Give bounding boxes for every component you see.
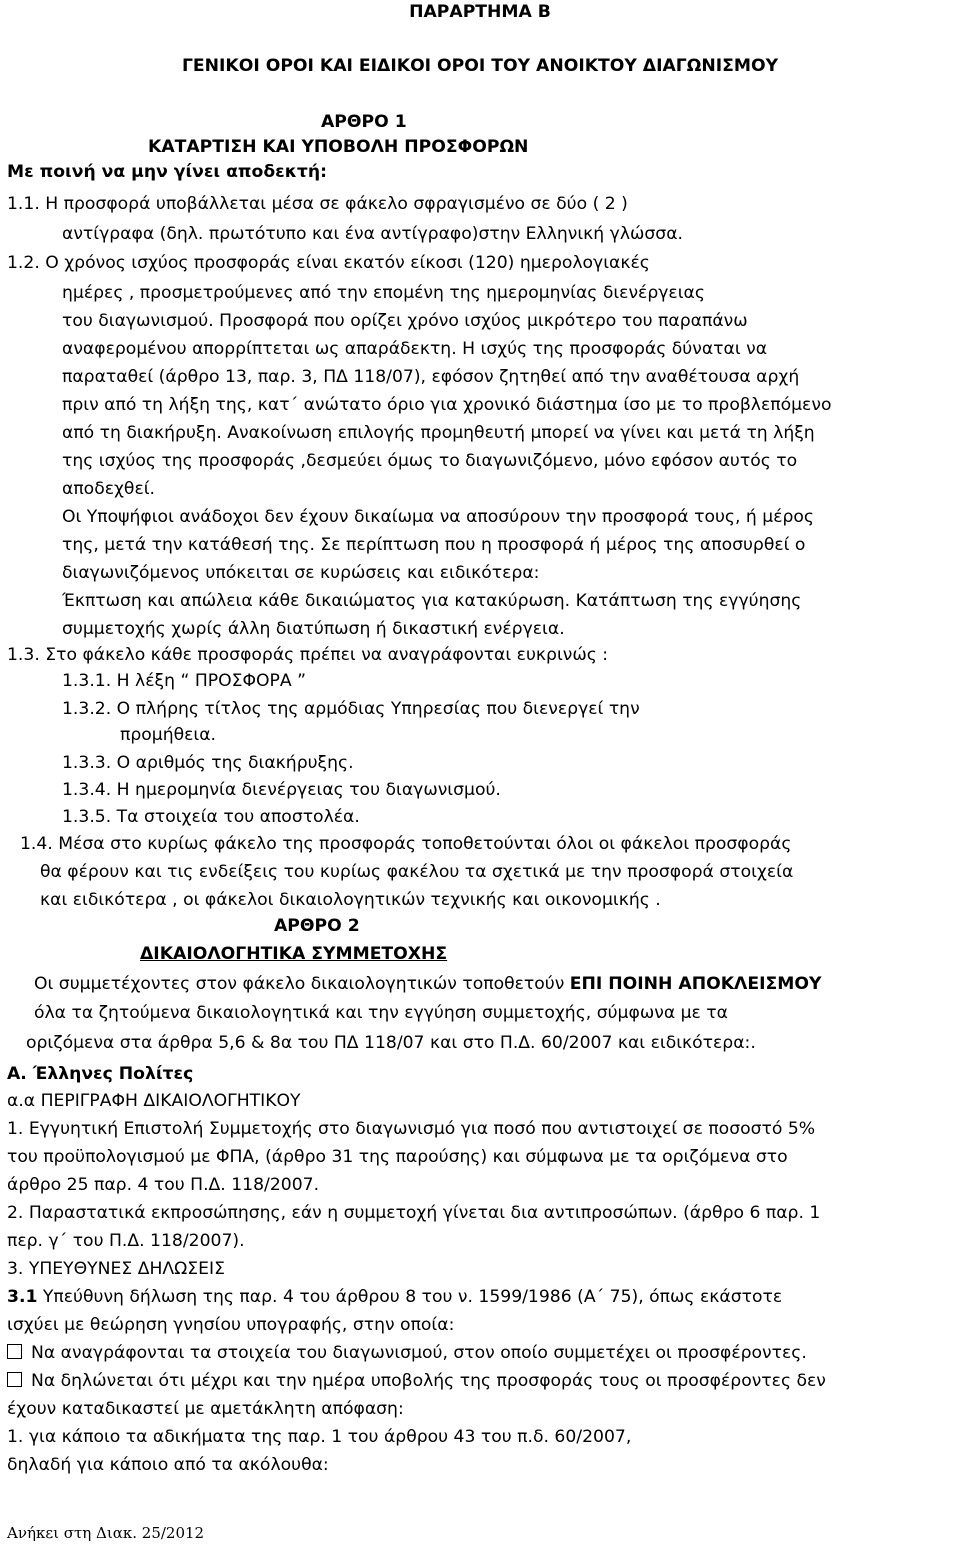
paragraph-line: αναφερομένου απορρίπτεται ως απαράδεκτη. Η ισχύς της προσφοράς δύναται να <box>62 339 768 359</box>
paragraph-line: προμήθεια. <box>120 725 217 745</box>
article2-subheading: ΔΙΚΑΙΟΛΟΓΗΤΙΚΑ ΣΥΜΜΕΤΟΧΗΣ <box>140 944 448 964</box>
paragraph-line: διαγωνιζόμενος υπόκειται σε κυρώσεις και ειδικότερα: <box>62 563 540 583</box>
section-a-heading: Α. Έλληνες Πολίτες <box>7 1064 194 1084</box>
item-line: δηλαδή για κάποιο από τα ακόλουθα: <box>7 1455 329 1475</box>
item-line: 3.1 Υπεύθυνη δήλωση της παρ. 4 του άρθρου 8 του ν. 1599/1986 (Α΄ 75), όπως εκάστοτε <box>7 1287 783 1307</box>
checkbox-square-icon <box>7 1372 22 1387</box>
article1-heading: ΑΡΘΡΟ 1 <box>321 112 407 132</box>
item-line: 3. ΥΠΕΥΘΥΝΕΣ ΔΗΛΩΣΕΙΣ <box>7 1259 225 1279</box>
paragraph-line: θα φέρουν και τις ενδείξεις του κυρίως φακέλου τα σχετικά με την προσφορά στοιχεία <box>40 862 794 882</box>
item-line: 1. Εγγυητική Επιστολή Συμμετοχής στο διαγωνισμό για ποσό που αντιστοιχεί σε ποσοστό 5% <box>7 1119 816 1139</box>
item-line: έχουν καταδικαστεί με αμετάκλητη απόφαση: <box>7 1399 404 1419</box>
annex-title: ΠΑΡΑΡΤΗΜΑ Β <box>409 2 551 22</box>
article1-intro: Με ποινή να μην γίνει αποδεκτή: <box>7 162 327 182</box>
paragraph-line: 1.1. Η προσφορά υποβάλλεται μέσα σε φάκελο σφραγισμένο σε δύο ( 2 ) <box>7 194 628 214</box>
paragraph-line: πριν από τη λήξη της, κατ΄ ανώτατο όριο για χρονικό διάστημα ίσο με το προβλεπόμενο <box>62 395 832 415</box>
main-title: ΓΕΝΙΚΟΙ ΟΡΟΙ ΚΑΙ ΕΙΔΙΚΟΙ ΟΡΟΙ ΤΟΥ ΑΝΟΙΚΤΟΥ ΔΙΑΓΩΝΙΣΜΟΥ <box>181 56 779 76</box>
page-footer: Ανήκει στη Διακ. 25/2012 <box>7 1524 205 1542</box>
paragraph-line: 1.2. Ο χρόνος ισχύος προσφοράς είναι εκατόν είκοσι (120) ημερολογιακές <box>7 253 650 273</box>
paragraph-line: 1.4. Μέσα στο κυρίως φάκελο της προσφοράς τοποθετούνται όλοι οι φάκελοι προσφοράς <box>20 834 792 854</box>
paragraph-line: Οι Υποψήφιοι ανάδοχοι δεν έχουν δικαίωμα να αποσύρουν την προσφορά τους, ή μέρος <box>62 507 815 527</box>
item-line: 2. Παραστατικά εκπροσώπησης, εάν η συμμετοχή γίνεται δια αντιπροσώπων. (άρθρο 6 παρ. 1 <box>7 1203 821 1223</box>
paragraph-line: της, μετά την κατάθεσή της. Σε περίπτωση που η προσφορά ή μέρος της αποσυρθεί ο <box>62 535 806 555</box>
article2-paragraph-line: οριζόμενα στα άρθρα 5,6 & 8α του ΠΔ 118/07 και στο Π.Δ. 60/2007 και ειδικότερα:. <box>26 1033 756 1053</box>
item-line: περ. γ΄ του Π.Δ. 118/2007). <box>7 1231 245 1251</box>
paragraph-line: Έκπτωση και απώλεια κάθε δικαιώματος για κατακύρωση. Κατάπτωση της εγγύησης <box>62 591 802 611</box>
exclusion-emphasis: ΕΠΙ ΠΟΙΝΗ ΑΠΟΚΛΕΙΣΜΟΥ <box>569 974 822 994</box>
item-number: 3.1 <box>7 1287 38 1307</box>
paragraph-line: της ισχύος της προσφοράς ,δεσμεύει όμως το διαγωνιζόμενο, μόνο εφόσον αυτός το <box>62 451 798 471</box>
paragraph-line: και ειδικότερα , οι φάκελοι δικαιολογητικών τεχνικής και οικονομικής . <box>40 890 661 910</box>
paragraph-line: από τη διακήρυξη. Ανακοίνωση επιλογής προμηθευτή μπορεί να γίνει και μετά τη λήξη <box>62 423 815 443</box>
paragraph-line: 1.3.3. Ο αριθμός της διακήρυξης. <box>62 753 354 773</box>
paragraph-line: του διαγωνισμού. Προσφορά που ορίζει χρόνο ισχύος μικρότερο του παραπάνω <box>62 311 748 331</box>
paragraph-line: παραταθεί (άρθρο 13, παρ. 3, ΠΔ 118/07), εφόσον ζητηθεί από την αναθέτουσα αρχή <box>62 367 800 387</box>
item-line: ισχύει με θεώρηση γνησίου υπογραφής, στην οποία: <box>7 1315 455 1335</box>
paragraph-line: 1.3.2. Ο πλήρης τίτλος της αρμόδιας Υπηρεσίας που διενεργεί την <box>62 699 640 719</box>
article2-heading: ΑΡΘΡΟ 2 <box>274 916 360 936</box>
article2-paragraph-line: Οι συμμετέχοντες στον φάκελο δικαιολογητικών τοποθετούν ΕΠΙ ΠΟΙΝΗ ΑΠΟΚΛΕΙΣΜΟΥ <box>34 974 822 994</box>
paragraph-line: 1.3.4. Η ημερομηνία διενέργειας του διαγωνισμού. <box>62 780 501 800</box>
item-line: 1. για κάποιο τα αδικήματα της παρ. 1 του άρθρου 43 του π.δ. 60/2007, <box>7 1427 632 1447</box>
item-line: του προϋπολογισμού με ΦΠΑ, (άρθρο 31 της παρούσης) και σύμφωνα με τα οριζόμενα στο <box>7 1147 788 1167</box>
checkbox-square-icon <box>7 1344 22 1359</box>
article2-paragraph-line: όλα τα ζητούμενα δικαιολογητικά και την εγγύηση συμμετοχής, σύμφωνα με τα <box>34 1003 728 1023</box>
paragraph-line: 1.3.1. Η λέξη “ ΠΡΟΣΦΟΡΑ ” <box>62 671 307 691</box>
section-aa-heading: α.α ΠΕΡΙΓΡΑΦΗ ΔΙΚΑΙΟΛΟΓΗΤΙΚΟΥ <box>7 1091 301 1111</box>
paragraph-line: αποδεχθεί. <box>62 479 156 499</box>
checkbox-line: Να αναγράφονται τα στοιχεία του διαγωνισμού, στον οποίο συμμετέχει οι προσφέροντες. <box>7 1341 807 1365</box>
paragraph-line: ημέρες , προσμετρούμενες από την επομένη της ημερομηνίας διενέργειας <box>62 283 705 303</box>
paragraph-line: 1.3. Στο φάκελο κάθε προσφοράς πρέπει να αναγράφονται ευκρινώς : <box>7 645 609 665</box>
checkbox-line: Να δηλώνεται ότι μέχρι και την ημέρα υποβολής της προσφοράς τους οι προσφέροντες δεν <box>7 1369 826 1393</box>
item-line: άρθρο 25 παρ. 4 του Π.Δ. 118/2007. <box>7 1175 320 1195</box>
paragraph-line: αντίγραφα (δηλ. πρωτότυπο και ένα αντίγραφο)στην Ελληνική γλώσσα. <box>62 224 683 244</box>
paragraph-line: συμμετοχής χωρίς άλλη διατύπωση ή δικαστική ενέργεια. <box>62 619 565 639</box>
article1-subheading: ΚΑΤΑΡΤΙΣΗ ΚΑΙ ΥΠΟΒΟΛΗ ΠΡΟΣΦΟΡΩΝ <box>148 137 529 157</box>
paragraph-line: 1.3.5. Τα στοιχεία του αποστολέα. <box>62 807 360 827</box>
